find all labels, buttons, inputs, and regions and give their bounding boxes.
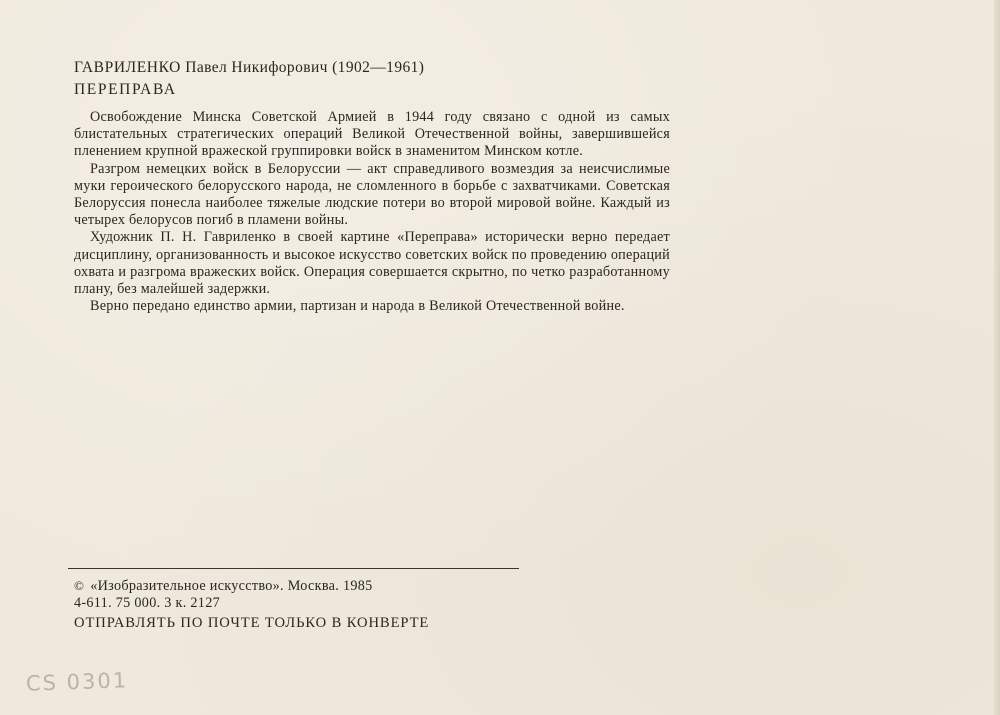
artwork-title: ПЕРЕПРАВА [74, 81, 177, 98]
publisher-imprint [74, 577, 373, 612]
caption-header [74, 58, 674, 100]
paragraph: Освобождение Минска Советской Армией в 1944 году связано с одной из самых блистательных стратегических операций Великой Отечественной войны, завершившейся пленением крупной вражеской группировки войск в знаменитом Минском котле. [74, 109, 670, 160]
paragraph: Верно передано единство армии, партизан и народа в Великой Отечественной войне. [90, 298, 625, 315]
description-text [74, 109, 670, 315]
paragraph: Разгром немецких войск в Белоруссии — акт справедливого возмездия за неисчислимые муки героического белорусского народа, не сломленного в борьбе с захватчиками. Советская Белоруссия понесла наиболее тяжелые людские потери во второй мировой войне. Каждый из четырех белорусов погиб в пламени войны. [74, 160, 670, 229]
publisher-text: «Изобразительное искусство». Москва. 1985 [90, 578, 373, 594]
archive-stamp-code: CS 0301 [25, 668, 129, 696]
card-edge [994, 0, 1000, 715]
publisher-line [74, 577, 373, 595]
author-given-name-dates: Павел Никифорович (1902—1961) [185, 59, 425, 76]
divider-line [68, 568, 519, 569]
mailing-notice: ОТПРАВЛЯТЬ ПО ПОЧТЕ ТОЛЬКО В КОНВЕРТЕ [74, 615, 430, 631]
print-code: 4-611. 75 000. 3 к. 2127 [74, 595, 220, 611]
author-line [74, 58, 674, 78]
author-surname: ГАВРИЛЕНКО [74, 59, 181, 76]
copyright-icon: © [74, 578, 85, 593]
paragraph: Художник П. Н. Гавриленко в своей картине «Переправа» исторически верно передает дисциплину, организованность и высокое искусство советских войск по проведению операций охвата и разгрома вражеских войск. Операция совершается скрытно, по четко разработанному плану, без малейшей задержки. [74, 229, 670, 298]
